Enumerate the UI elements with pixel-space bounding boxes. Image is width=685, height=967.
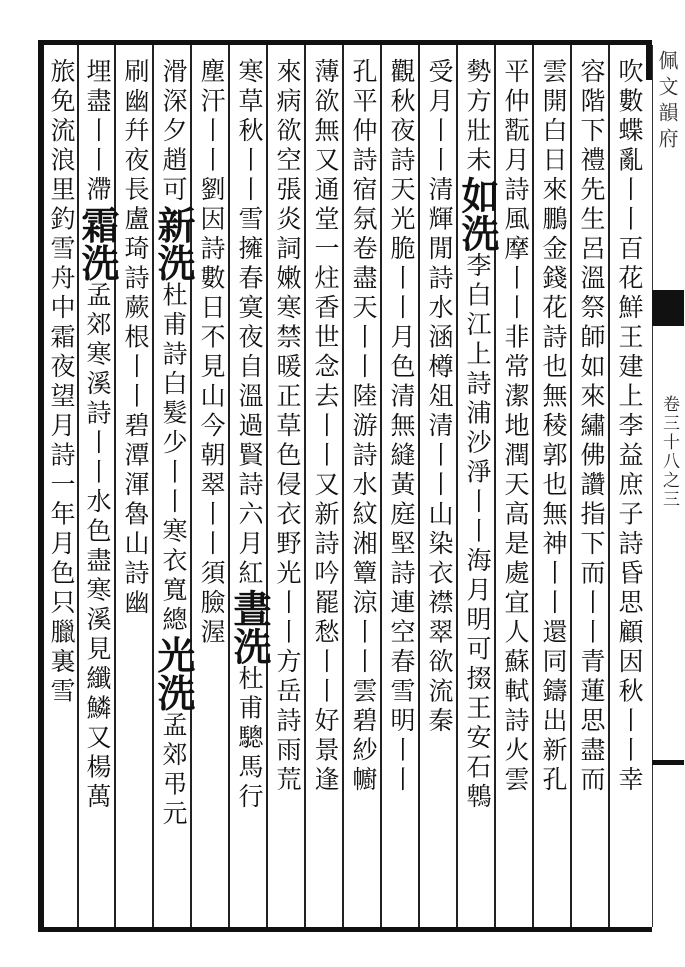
text-column-14: 刷幽幷夜長盧琦詩蕨根丨丨碧潭渾魯山詩幽 [121, 58, 150, 619]
text-column-13: 滑深夕趙可新洗杜甫詩白髮少丨丨寒衣寬總光洗孟郊弔元 [151, 58, 196, 830]
headword: 霜洗 [75, 205, 120, 282]
text-column-1: 吹數蝶亂丨丨百花鮮王建上李益庶子詩昏思顧因秋丨丨幸 [615, 58, 644, 796]
column-rule [114, 45, 116, 927]
volume-label: 卷三十八之三 [659, 395, 679, 509]
text-column-4: 平仲翫月詩風摩丨丨非常潔地潤天高是處宜人蘇軾詩火雲 [501, 58, 530, 796]
text-column-2: 容階下禮先生呂溫祭師如來繡佛讚指下而丨丨青蓮思盡而 [577, 58, 606, 796]
column-rule [418, 45, 420, 927]
text-column-9: 薄欲無又通堂一炷香世念去丨丨又新詩吟罷愁丨丨好景逢 [311, 58, 340, 796]
column-rule [532, 45, 534, 927]
text-column-5: 勢方壯未如洗李白江上詩浦沙淨丨丨海月明可掇王安石鵯 [455, 58, 500, 813]
text-column-8: 孔平仲詩宿氛卷盡天丨丨陸游詩水紋湘簟涼丨丨雲碧紗幮 [349, 58, 378, 796]
text-column-3: 雲開白日來鵬金錢花詩也無稜郭也無神丨丨還同鑄出新孔 [539, 58, 568, 796]
headword: 晝洗 [227, 589, 272, 665]
column-rule [228, 45, 230, 927]
text-column-16: 旅免流浪里釣雪舟中霜夜望月詩一年月色只臘裏雪 [47, 58, 76, 707]
column-rule [190, 45, 192, 927]
column-rule [380, 45, 382, 927]
headword: 光洗 [151, 635, 196, 712]
text-column-6: 受月丨丨清輝閒詩水涵樽俎清丨丨山染衣襟翠欲流秦 [425, 58, 454, 737]
text-column-11: 寒草秋丨丨雪擁春寞夜自溫過賢詩六月紅晝洗杜甫驄馬行 [227, 58, 272, 813]
column-rule [304, 45, 306, 927]
column-rule [266, 45, 268, 927]
frame-bottom-border [38, 927, 652, 932]
headword: 新洗 [151, 205, 196, 282]
column-rule [608, 45, 610, 927]
fish-tail-mark [652, 290, 684, 326]
text-column-7: 觀秋夜詩天光脆丨丨月色清無縫黃庭堅詩連空春雪明丨丨 [387, 58, 416, 796]
column-rule [152, 45, 154, 927]
text-column-12: 塵汗丨丨劉因詩數日不見山今朝翠丨丨須臉渥 [197, 58, 226, 648]
frame-top-border [38, 40, 652, 45]
column-rule [342, 45, 344, 927]
headword: 如洗 [455, 176, 500, 252]
text-column-10: 來病欲空張炎詞嫩寒禁暖正草色侵衣野光丨丨方岳詩雨荒 [273, 58, 302, 796]
book-title: 佩文韻府 [655, 50, 679, 154]
column-rule [570, 45, 572, 927]
margin-bottom-mark [652, 760, 684, 765]
text-column-15: 埋盡丨丨滯霜洗孟郊寒溪詩丨丨水色盡寒溪見纖鱗又楊萬 [75, 58, 120, 813]
